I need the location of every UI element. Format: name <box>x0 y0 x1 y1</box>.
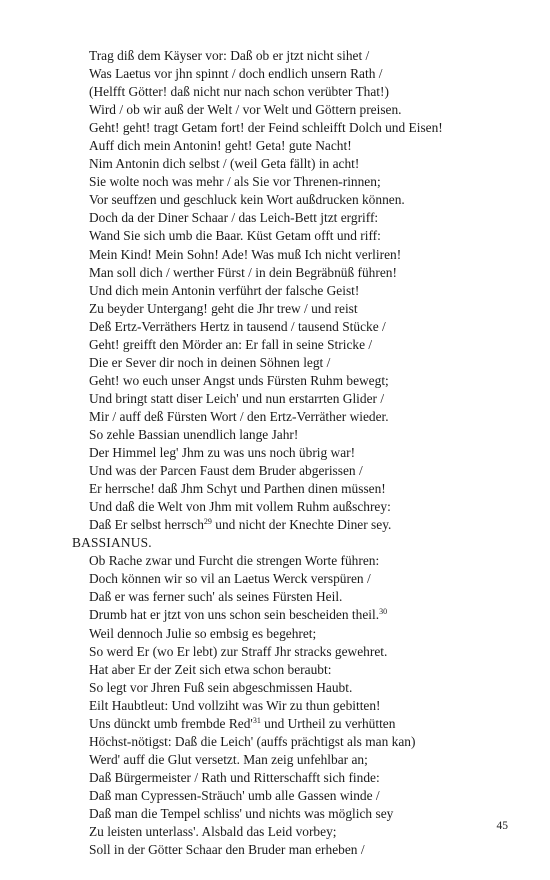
footnote-marker: 30 <box>379 607 388 617</box>
verse-line <box>72 155 512 173</box>
verse-line <box>72 751 512 769</box>
line-text: Geht! wo euch unser Angst unds Fürsten Ruhm bewegt; <box>89 372 389 388</box>
verse-line <box>72 480 512 498</box>
verse-line <box>72 733 512 751</box>
line-text: Wird / ob wir auß der Welt / vor Welt und Göttern preisen. <box>89 102 402 118</box>
line-text: Doch da der Diner Schaar / das Leich-Bett jtzt ergriff: <box>89 210 379 226</box>
line-text: Deß Ertz-Verräthers Hertz in tausend / tausend Stücke / <box>89 318 386 334</box>
verse-line <box>72 264 512 282</box>
line-text: Trag diß dem Käyser vor: Daß ob er jtzt nicht sihet / <box>89 48 370 63</box>
footnote-marker: 31 <box>252 715 261 725</box>
line-text: Hat aber Er der Zeit sich etwa schon beraubt: <box>89 661 332 677</box>
line-text: Die er Sever dir noch in deinen Söhnen legt / <box>89 354 331 370</box>
verse-line <box>72 65 512 83</box>
line-text: Uns dünckt umb frembde Red' <box>89 715 253 731</box>
verse-line <box>72 462 512 480</box>
verse-line <box>72 336 512 354</box>
line-text: Er herrsche! daß Jhm Schyt und Parthen dinen müssen! <box>89 481 386 497</box>
verse-line <box>72 300 512 318</box>
line-text-continued: und Urtheil zu verhütten <box>260 715 396 731</box>
verse-line <box>72 715 512 733</box>
line-text: Werd' auff die Glut versetzt. Man zeig unfehlbar an; <box>89 751 368 767</box>
verse-line <box>72 552 512 570</box>
verse-line <box>72 137 512 155</box>
line-text: Und daß die Welt von Jhm mit vollem Ruhm außschrey: <box>89 499 391 515</box>
verse-line <box>72 588 512 606</box>
verse-line <box>72 679 512 697</box>
verse-line <box>72 83 512 101</box>
line-text: Drumb hat er jtzt von uns schon sein bescheiden theil. <box>89 607 380 623</box>
line-text: Auff dich mein Antonin! geht! Geta! gute Nacht! <box>89 138 352 154</box>
line-text: Daß Er selbst herrsch <box>89 517 204 533</box>
line-text: Man soll dich / werther Fürst / in dein Begräbnüß führen! <box>89 264 397 280</box>
line-text: Soll in der Götter Schaar den Bruder man erheben / <box>89 842 365 858</box>
verse-line <box>72 570 512 588</box>
line-text: So legt vor Jhren Fuß sein abgeschmissen Haubt. <box>89 679 353 695</box>
verse-line <box>72 444 512 462</box>
verse-line <box>72 101 512 119</box>
verse-line <box>72 606 512 624</box>
line-text: Daß man Cypressen-Sträuch' umb alle Gassen winde / <box>89 787 380 803</box>
line-text: Mir / auff deß Fürsten Wort / den Ertz-Verräther wieder. <box>89 408 389 424</box>
line-text: Was Laetus vor jhn spinnt / doch endlich unsern Rath / <box>89 66 383 82</box>
verse-line <box>72 390 512 408</box>
speaker-name <box>72 534 512 552</box>
line-text: Eilt Haubtleut: Und vollziht was Wir zu thun gebitten! <box>89 697 381 713</box>
line-text: Daß man die Tempel schliss' und nichts was möglich sey <box>89 805 394 821</box>
line-text: Mein Kind! Mein Sohn! Ade! Was muß Ich nicht verliren! <box>89 246 402 262</box>
verse-line <box>72 498 512 516</box>
line-text: Wand Sie sich umb die Baar. Küst Getam offt und riff: <box>89 228 381 244</box>
page-number: 45 <box>496 820 508 832</box>
line-text: (Helfft Götter! daß nicht nur nach schon verübter That!) <box>89 84 389 100</box>
line-text: Ob Rache zwar und Furcht die strengen Worte führen: <box>89 553 380 569</box>
line-text: Der Himmel leg' Jhm zu was uns noch übrig war! <box>89 445 356 461</box>
line-text: Zu leisten unterlass'. Alsbald das Leid vorbey; <box>89 824 337 840</box>
line-text: So werd Er (wo Er lebt) zur Straff Jhr stracks gewehret. <box>89 643 388 659</box>
verse-line <box>72 119 512 137</box>
line-text: Geht! geht! tragt Getam fort! der Feind schleifft Dolch und Eisen! <box>89 120 443 136</box>
line-text: Nim Antonin dich selbst / (weil Geta fällt) in acht! <box>89 156 360 172</box>
verse-line <box>72 787 512 805</box>
verse-line <box>72 282 512 300</box>
line-text: Geht! greifft den Mörder an: Er fall in seine Stricke / <box>89 336 373 352</box>
verse-line <box>72 426 512 444</box>
verse-line <box>72 372 512 390</box>
verse-line <box>72 246 512 264</box>
line-text: Sie wolte noch was mehr / als Sie vor Threnen-rinnen; <box>89 174 381 190</box>
line-text: BASSIANUS. <box>72 535 152 551</box>
verse-line <box>72 625 512 643</box>
verse-line <box>72 823 512 841</box>
line-text-continued: und nicht der Knechte Diner sey. <box>211 517 392 533</box>
line-text: Und dich mein Antonin verführt der falsche Geist! <box>89 282 360 298</box>
verse-line <box>72 47 512 65</box>
line-text: So zehle Bassian unendlich lange Jahr! <box>89 426 299 442</box>
line-text: Daß Bürgermeister / Rath und Ritterschafft sich finde: <box>89 769 380 785</box>
footnote-marker: 29 <box>203 517 212 527</box>
line-text: Doch können wir so vil an Laetus Werck verspüren / <box>89 571 371 587</box>
verse-line <box>72 173 512 191</box>
verse-line <box>72 643 512 661</box>
verse-line <box>72 191 512 209</box>
line-text: Und bringt statt diser Leich' und nun erstarrten Glider / <box>89 390 385 406</box>
line-text: Vor seuffzen und geschluck kein Wort außdrucken können. <box>89 192 405 208</box>
verse-line <box>72 841 512 859</box>
verse-line <box>72 516 512 534</box>
verse-line <box>72 661 512 679</box>
verse-text-block <box>72 47 512 859</box>
verse-line <box>72 209 512 227</box>
line-text: Zu beyder Untergang! geht die Jhr trew / und reist <box>89 300 358 316</box>
verse-line <box>72 408 512 426</box>
verse-line <box>72 769 512 787</box>
verse-line <box>72 354 512 372</box>
line-text: Daß er was ferner such' als seines Fürsten Heil. <box>89 589 343 605</box>
line-text: Höchst-nötigst: Daß die Leich' (auffs prächtigst als man kan) <box>89 733 416 749</box>
line-text: Und was der Parcen Faust dem Bruder abgerissen / <box>89 463 363 479</box>
verse-line <box>72 805 512 823</box>
verse-line <box>72 318 512 336</box>
verse-line <box>72 227 512 245</box>
verse-line <box>72 697 512 715</box>
line-text: Weil dennoch Julie so embsig es begehret; <box>89 625 317 641</box>
